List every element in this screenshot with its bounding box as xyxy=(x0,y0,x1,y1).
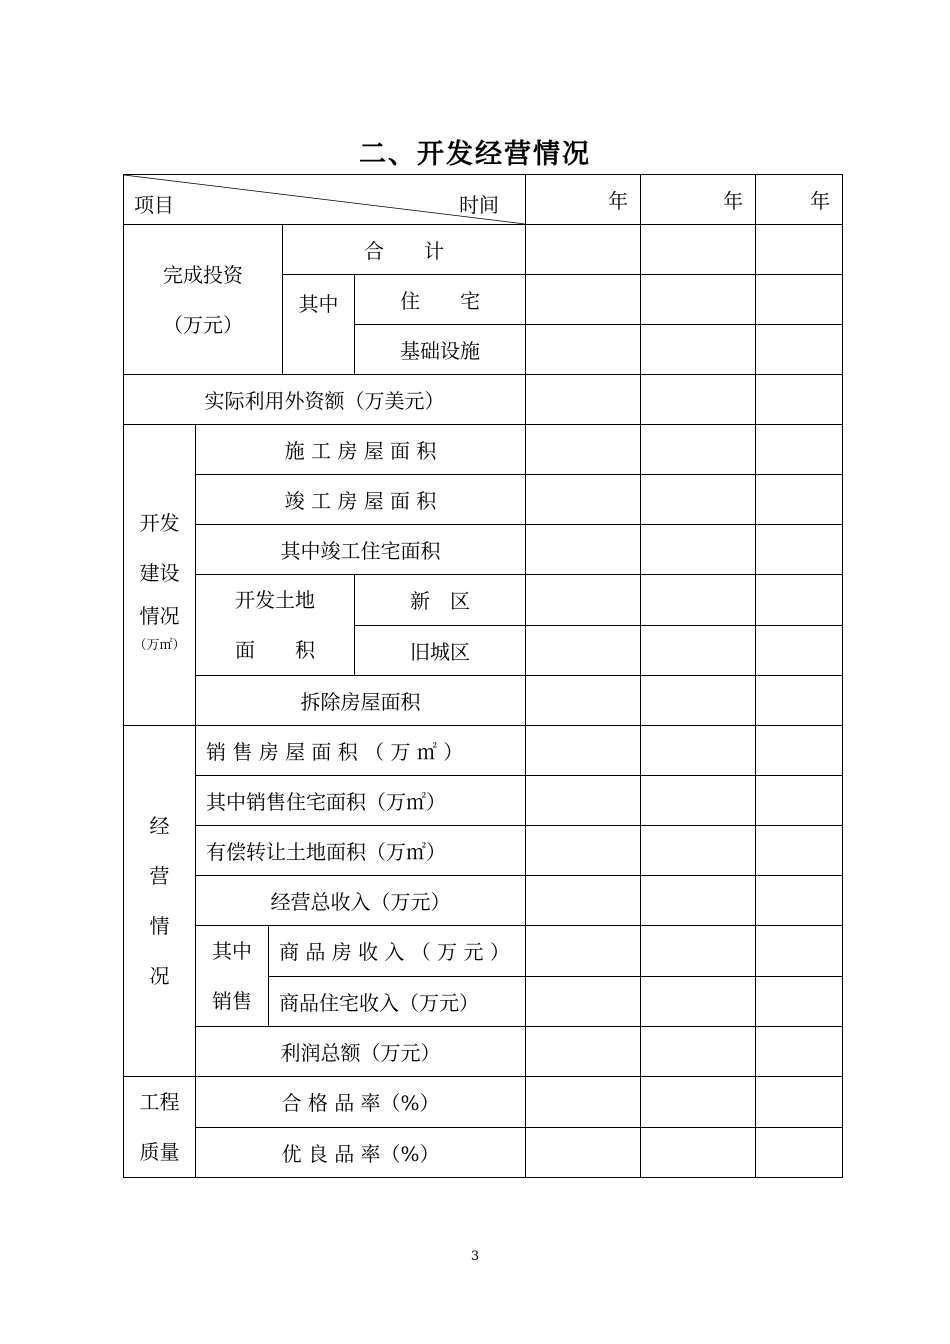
value-cell[interactable] xyxy=(641,1027,756,1077)
page-title: 二、开发经营情况 xyxy=(359,139,591,170)
development-label-cell xyxy=(124,425,196,726)
investment-total: 合 计 xyxy=(283,225,526,275)
value-cell[interactable] xyxy=(526,726,641,776)
page-number: 3 xyxy=(470,1249,480,1264)
of-which-sales-cell xyxy=(196,926,269,1027)
value-cell[interactable] xyxy=(756,325,843,375)
land-area-label: 面 积 xyxy=(235,638,315,662)
value-cell[interactable] xyxy=(526,625,641,676)
of-which-sales-label: 销售 xyxy=(212,989,252,1013)
table-row xyxy=(124,876,843,926)
value-cell[interactable] xyxy=(641,375,756,425)
table-row xyxy=(124,475,843,525)
development-unit: （万㎡） xyxy=(133,637,186,653)
value-cell[interactable] xyxy=(641,225,756,275)
development-label-line: 情况 xyxy=(139,603,180,628)
table-row xyxy=(124,225,843,275)
value-cell[interactable] xyxy=(526,826,641,876)
year-column-1: 年 xyxy=(526,175,641,225)
value-cell[interactable] xyxy=(641,676,756,726)
operation-label-cell xyxy=(124,726,196,1077)
value-cell[interactable] xyxy=(526,225,641,275)
of-which-sales-label: 其中 xyxy=(212,939,252,963)
investment-label-cell xyxy=(124,225,283,375)
table-row xyxy=(124,826,843,876)
value-cell[interactable] xyxy=(756,1077,843,1128)
table-row xyxy=(124,926,843,977)
value-cell[interactable] xyxy=(756,976,843,1027)
development-label-line: 建设 xyxy=(139,560,180,585)
table-row xyxy=(124,1027,843,1077)
value-cell[interactable] xyxy=(641,876,756,926)
investment-residential: 住 宅 xyxy=(355,275,526,325)
table-row xyxy=(124,676,843,726)
total-profit: 利润总额（万元） xyxy=(196,1027,526,1077)
value-cell[interactable] xyxy=(526,375,641,425)
value-cell[interactable] xyxy=(756,225,843,275)
excellent-rate: 优 良 品 率（%） xyxy=(196,1127,526,1178)
quality-label: 工程 xyxy=(139,1090,180,1114)
value-cell[interactable] xyxy=(526,1077,641,1128)
operation-label-line: 况 xyxy=(149,964,170,988)
table-row xyxy=(124,726,843,776)
value-cell[interactable] xyxy=(641,325,756,375)
value-cell[interactable] xyxy=(641,275,756,325)
value-cell[interactable] xyxy=(526,976,641,1027)
table-row xyxy=(124,525,843,575)
residential-sales-area: 其中销售住宅面积（万㎡） xyxy=(196,776,526,826)
value-cell[interactable] xyxy=(641,575,756,626)
commodity-housing-income: 商 品 房 收 入 （ 万 元 ） xyxy=(269,926,526,977)
completed-area: 竣 工 房 屋 面 积 xyxy=(196,475,526,525)
pass-rate: 合 格 品 率（%） xyxy=(196,1077,526,1128)
value-cell[interactable] xyxy=(641,776,756,826)
value-cell[interactable] xyxy=(756,726,843,776)
value-cell[interactable] xyxy=(756,1127,843,1178)
value-cell[interactable] xyxy=(526,325,641,375)
value-cell[interactable] xyxy=(641,826,756,876)
value-cell[interactable] xyxy=(526,676,641,726)
value-cell[interactable] xyxy=(641,525,756,575)
value-cell[interactable] xyxy=(641,475,756,525)
header-time-label: 时间 xyxy=(459,193,500,217)
investment-infrastructure: 基础设施 xyxy=(355,325,526,375)
new-district: 新 区 xyxy=(355,575,526,626)
table-row xyxy=(124,375,843,425)
value-cell[interactable] xyxy=(526,776,641,826)
development-operation-table xyxy=(123,174,843,1178)
value-cell[interactable] xyxy=(526,575,641,626)
value-cell[interactable] xyxy=(526,1027,641,1077)
foreign-capital-label: 实际利用外资额（万美元） xyxy=(124,375,526,425)
value-cell[interactable] xyxy=(756,275,843,325)
value-cell[interactable] xyxy=(641,425,756,475)
table-row xyxy=(124,1077,843,1128)
operation-label-line: 营 xyxy=(149,864,170,888)
value-cell[interactable] xyxy=(756,926,843,977)
value-cell[interactable] xyxy=(641,625,756,676)
value-cell[interactable] xyxy=(526,475,641,525)
land-transfer-area: 有偿转让土地面积（万㎡） xyxy=(196,826,526,876)
value-cell[interactable] xyxy=(756,676,843,726)
value-cell[interactable] xyxy=(641,1077,756,1128)
value-cell[interactable] xyxy=(526,425,641,475)
value-cell[interactable] xyxy=(641,926,756,977)
quality-label: 质量 xyxy=(139,1140,180,1164)
table-row xyxy=(124,575,843,626)
investment-unit: （万元） xyxy=(163,312,243,337)
value-cell[interactable] xyxy=(756,876,843,926)
value-cell[interactable] xyxy=(756,625,843,676)
table-row xyxy=(124,1127,843,1178)
value-cell[interactable] xyxy=(756,375,843,425)
value-cell[interactable] xyxy=(756,575,843,626)
development-label-line: 开发 xyxy=(139,510,180,535)
operation-label-line: 经 xyxy=(149,814,170,838)
value-cell[interactable] xyxy=(526,926,641,977)
value-cell[interactable] xyxy=(641,1127,756,1178)
value-cell[interactable] xyxy=(526,1127,641,1178)
table-header-row xyxy=(124,175,843,225)
commodity-residential-income: 商品住宅收入（万元） xyxy=(269,976,526,1027)
value-cell[interactable] xyxy=(641,726,756,776)
header-item-label: 项目 xyxy=(134,193,174,217)
value-cell[interactable] xyxy=(526,525,641,575)
construction-area: 施 工 房 屋 面 积 xyxy=(196,425,526,475)
year-column-3: 年 xyxy=(756,175,843,225)
value-cell[interactable] xyxy=(756,475,843,525)
operation-label-line: 情 xyxy=(149,914,170,938)
value-cell[interactable] xyxy=(756,425,843,475)
total-income: 经营总收入（万元） xyxy=(196,876,526,926)
table-row xyxy=(124,425,843,475)
value-cell[interactable] xyxy=(756,1027,843,1077)
demolished-area: 拆除房屋面积 xyxy=(196,676,526,726)
land-area-label-cell xyxy=(196,575,355,676)
investment-label: 完成投资 xyxy=(163,262,243,287)
value-cell[interactable] xyxy=(756,776,843,826)
investment-of-which: 其中 xyxy=(283,275,355,375)
value-cell[interactable] xyxy=(756,525,843,575)
land-area-label: 开发土地 xyxy=(235,588,315,612)
value-cell[interactable] xyxy=(526,275,641,325)
year-column-2: 年 xyxy=(641,175,756,225)
quality-label-cell xyxy=(124,1077,196,1178)
value-cell[interactable] xyxy=(756,826,843,876)
completed-residential-area: 其中竣工住宅面积 xyxy=(196,525,526,575)
diagonal-header-cell xyxy=(124,175,526,225)
value-cell[interactable] xyxy=(526,876,641,926)
table-row xyxy=(124,776,843,826)
value-cell[interactable] xyxy=(641,976,756,1027)
old-city: 旧城区 xyxy=(355,625,526,676)
sales-area: 销 售 房 屋 面 积 （ 万 ㎡ ） xyxy=(196,726,526,776)
